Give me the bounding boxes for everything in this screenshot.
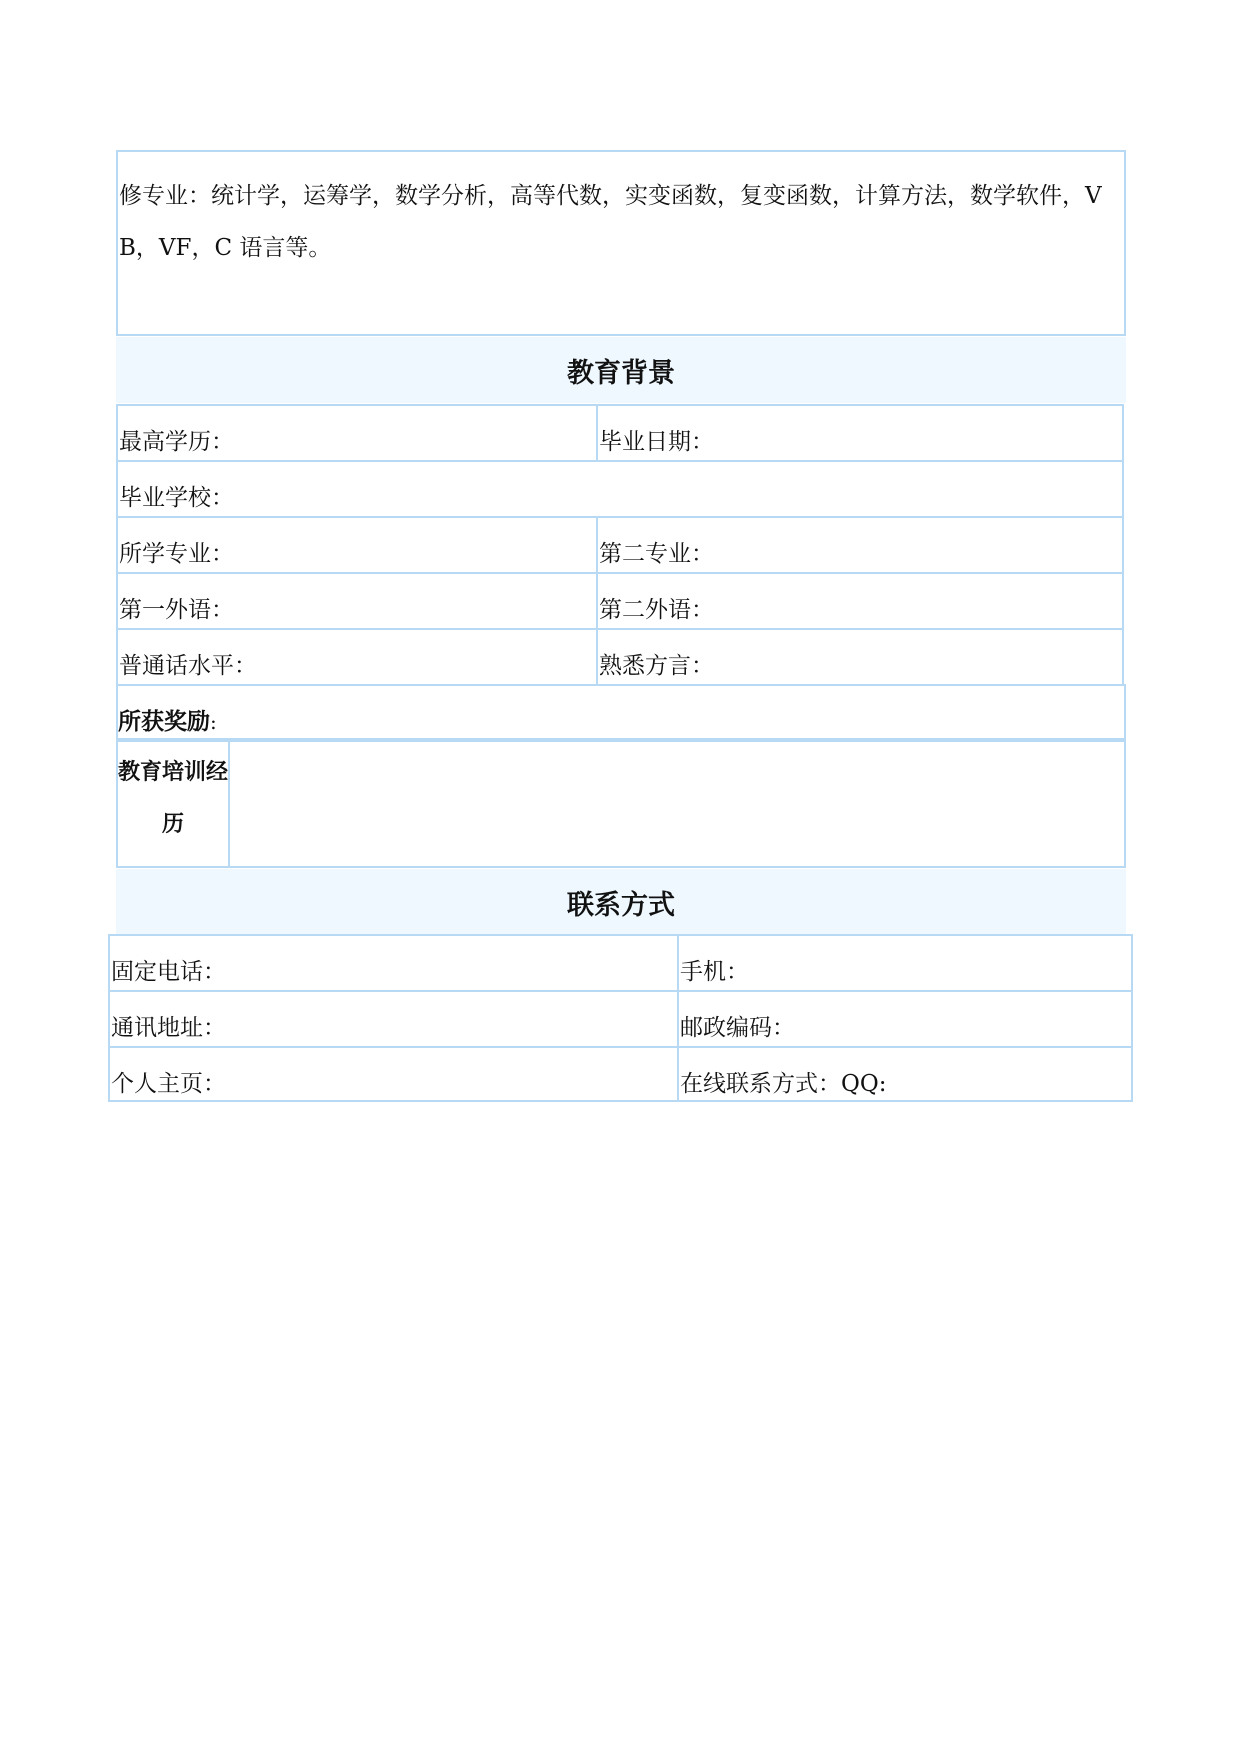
postcode-label: 邮政编码： [680,1015,795,1041]
major-courses-text: 修专业：统计学，运筹学，数学分析，高等代数，实变函数，复变函数，计算方法，数学软件，VB，VF，C 语言等。 [119,183,1102,261]
awards-label-group [118,707,217,737]
education-section-heading: 教育背景 [116,337,1126,403]
school-cell [116,460,1124,518]
second-foreign-language-label: 第二外语： [599,597,714,623]
awards-label: 所获奖励 [118,709,210,735]
education-training-content-cell [228,740,1126,868]
homepage-label: 个人主页： [111,1071,226,1097]
contact-section-heading: 联系方式 [116,869,1126,935]
awards-colon: : [210,710,217,734]
graduation-date-label: 毕业日期： [599,429,714,455]
second-major-label: 第二专业： [599,541,714,567]
online-contact-label: 在线联系方式：QQ: [680,1071,887,1097]
address-label: 通讯地址： [111,1015,226,1041]
school-label: 毕业学校： [119,485,234,511]
mandarin-level-label: 普通话水平： [119,653,257,679]
dialect-label: 熟悉方言： [599,653,714,679]
first-foreign-language-label: 第一外语： [119,597,234,623]
awards-cell [116,684,1126,740]
highest-degree-label: 最高学历： [119,429,234,455]
mobile-label: 手机： [680,959,749,985]
education-training-label: 教育培训经历 [117,760,228,837]
major-label: 所学专业： [119,541,234,567]
landline-label: 固定电话： [111,959,226,985]
